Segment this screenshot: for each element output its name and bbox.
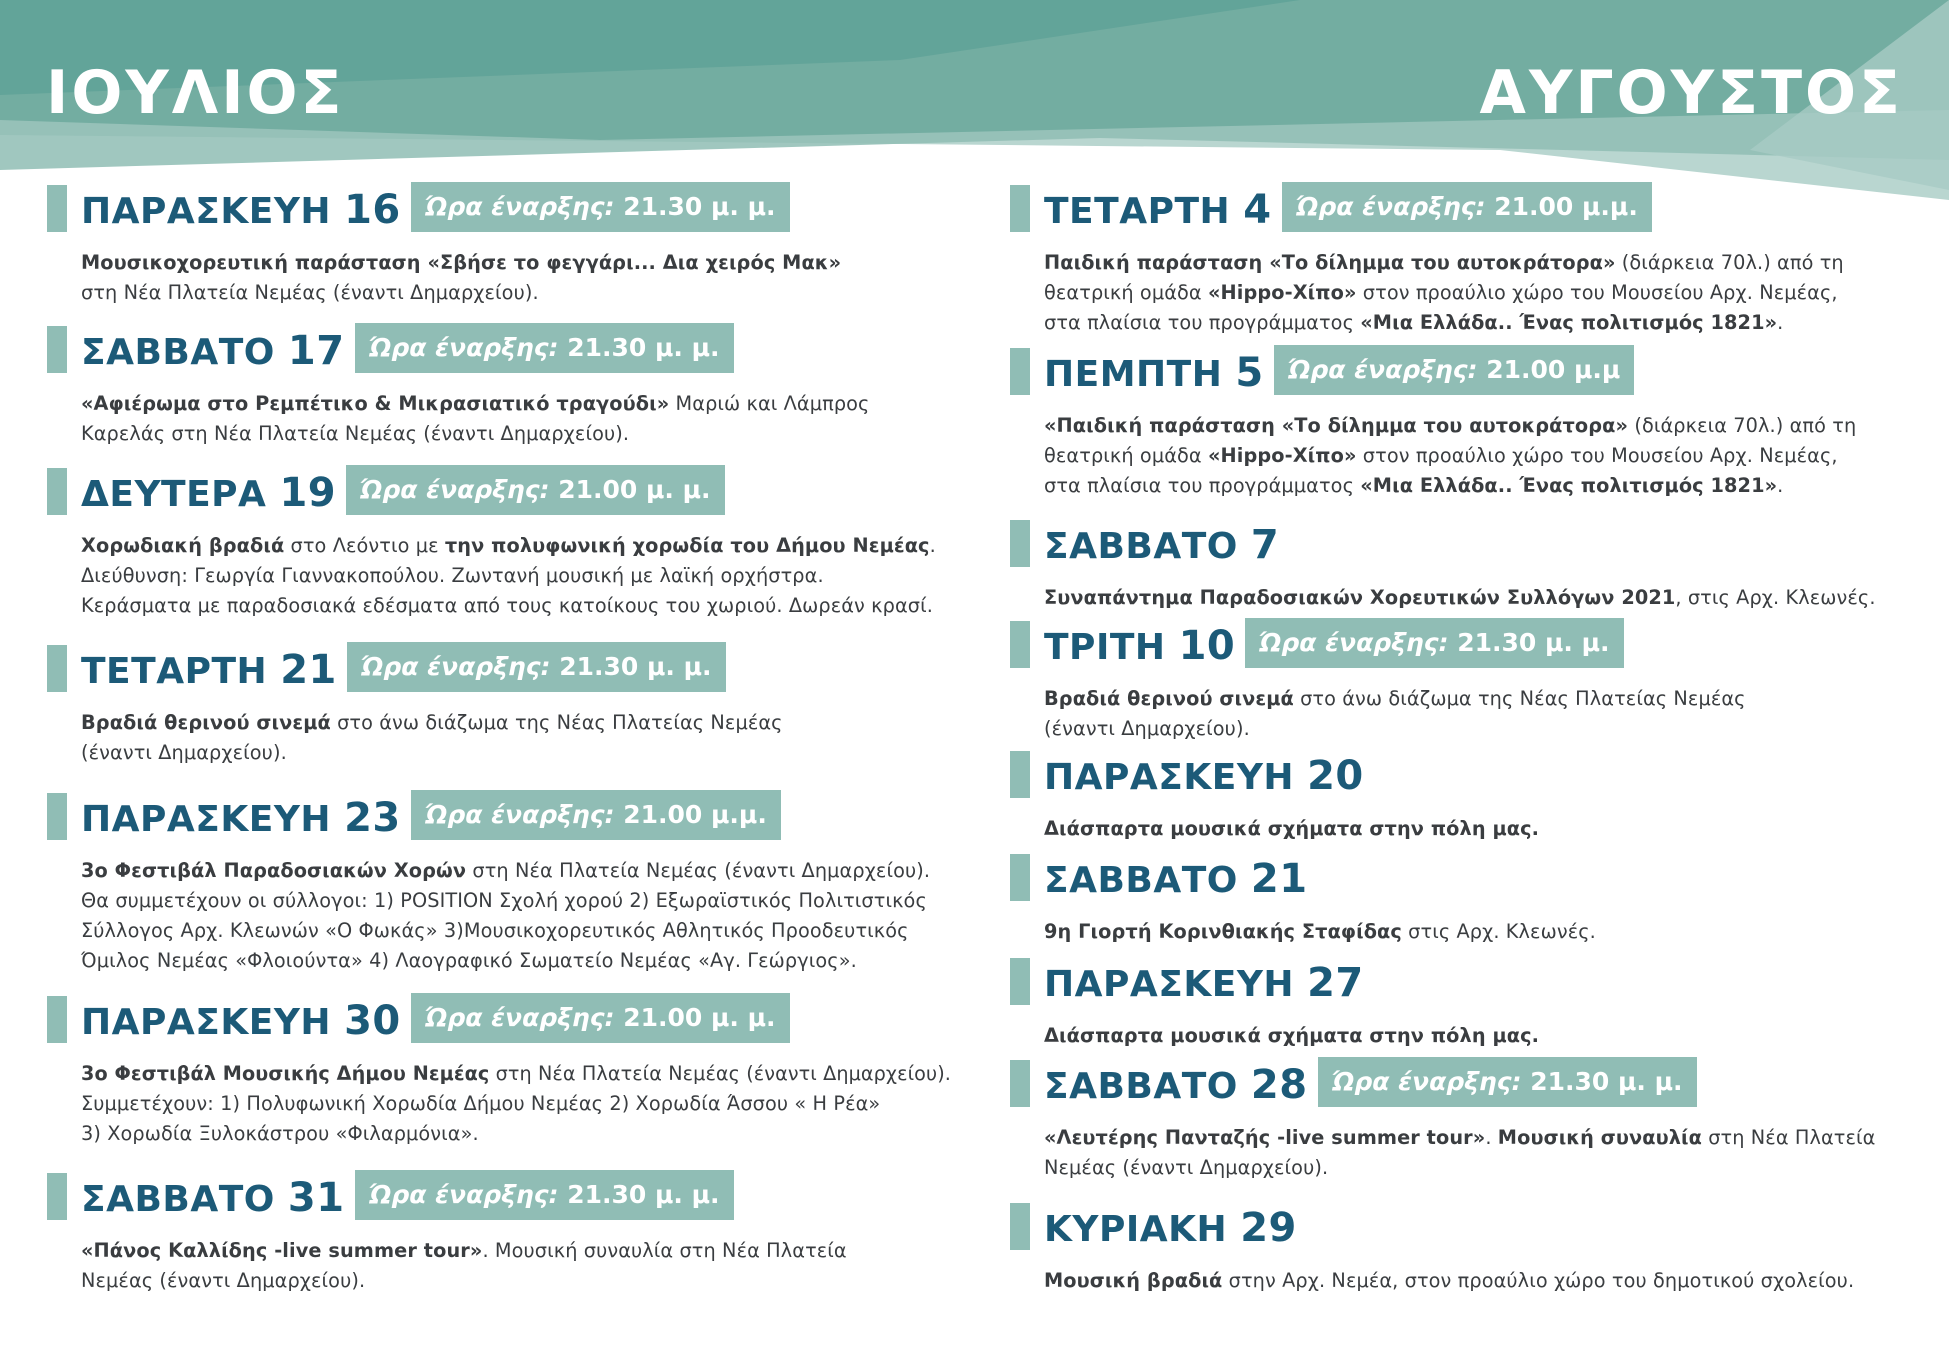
event-header xyxy=(1010,345,1910,397)
event-weekday: ΣΑΒΒΑΤΟ xyxy=(1044,860,1238,901)
start-time-label: Ώρα έναρξης: xyxy=(361,652,551,681)
event-description xyxy=(1044,814,1924,844)
description-bold-text: «Μια Ελλάδα.. Ένας πολιτισμός 1821» xyxy=(1360,474,1778,497)
event-description xyxy=(81,1059,961,1149)
accent-bar xyxy=(47,1173,67,1220)
description-text: στη Νέα Πλατεία xyxy=(1701,1126,1876,1149)
event-weekday: ΣΑΒΒΑΤΟ xyxy=(81,332,275,373)
event-august-2 xyxy=(1010,517,1910,609)
event-day-number: 20 xyxy=(1307,753,1364,799)
event-july-5 xyxy=(47,993,951,1145)
description-line xyxy=(81,916,951,946)
start-time-label: Ώρα έναρξης: xyxy=(1288,355,1478,384)
event-july-3 xyxy=(47,642,947,764)
event-date xyxy=(81,471,336,517)
start-time-label: Ώρα έναρξης: xyxy=(425,1003,615,1032)
description-bold-text: «Μια Ελλάδα.. Ένας πολιτισμός 1821» xyxy=(1360,311,1778,334)
description-bold-text: την πολυφωνική χορωδία του Δήμου Νεμέας xyxy=(444,534,930,557)
start-time-label: Ώρα έναρξης: xyxy=(425,192,615,221)
event-header xyxy=(1010,618,1910,670)
accent-bar xyxy=(1010,621,1030,668)
event-august-0 xyxy=(1010,182,1910,334)
description-line xyxy=(1044,1153,1914,1183)
description-bold-text: «Πάνος Καλλίδης -live summer tour» xyxy=(81,1239,483,1262)
event-day-number: 29 xyxy=(1240,1205,1297,1251)
event-description xyxy=(81,708,961,768)
accent-bar xyxy=(47,326,67,373)
description-bold-text: «Hippo-Χίπο» xyxy=(1207,444,1357,467)
event-weekday: ΠΕΜΠΤΗ xyxy=(1044,354,1223,395)
accent-bar xyxy=(47,996,67,1043)
event-july-2 xyxy=(47,465,947,617)
description-line xyxy=(81,708,951,738)
event-date xyxy=(1044,961,1364,1007)
event-description xyxy=(81,856,961,976)
description-text: θεατρική ομάδα xyxy=(1044,281,1208,304)
event-description xyxy=(1044,583,1924,613)
month-title-august: ΑΥΓΟΥΣΤΟΣ xyxy=(1479,58,1903,128)
description-text: Σύλλογος Αρχ. Κλεωνών «Ο Φωκάς» 3)Μουσικοχορευτικός Αθλητικός Προοδευτικός xyxy=(81,919,909,942)
event-weekday: ΠΑΡΑΣΚΕΥΗ xyxy=(1044,964,1295,1005)
event-header xyxy=(47,182,947,234)
description-line xyxy=(81,1119,951,1149)
event-weekday: ΣΑΒΒΑΤΟ xyxy=(1044,1066,1238,1107)
description-line xyxy=(81,248,951,278)
event-header xyxy=(1010,1200,1910,1252)
start-time-label: Ώρα έναρξης: xyxy=(1259,628,1449,657)
start-time-label: Ώρα έναρξης: xyxy=(369,1180,559,1209)
description-bold-text: Μουσική συναυλία xyxy=(1497,1126,1702,1149)
event-description xyxy=(1044,1123,1924,1183)
description-line xyxy=(1044,684,1914,714)
description-text: θεατρική ομάδα xyxy=(1044,444,1208,467)
description-line xyxy=(81,591,951,621)
accent-bar xyxy=(47,185,67,232)
description-line xyxy=(1044,411,1914,441)
description-text: στο Λεόντιο με xyxy=(284,534,445,557)
start-time-label: Ώρα έναρξης: xyxy=(1332,1067,1522,1096)
description-line xyxy=(1044,248,1914,278)
description-line xyxy=(1044,308,1914,338)
description-bold-text: Χορωδιακή βραδιά xyxy=(81,534,285,557)
description-text: στη Νέα Πλατεία Νεμέας (έναντι Δημαρχείου). xyxy=(466,859,931,882)
event-date xyxy=(1044,754,1364,800)
description-text: στην Αρχ. Νεμέα, στον προαύλιο χώρο του δημοτικού σχολείου. xyxy=(1222,1269,1855,1292)
description-text: (διάρκεια 70λ.) από τη xyxy=(1615,251,1844,274)
start-time-badge xyxy=(1274,345,1634,395)
description-line xyxy=(81,1059,951,1089)
description-bold-text: Βραδιά θερινού σινεμά xyxy=(81,711,331,734)
description-bold-text: «Hippo-Χίπο» xyxy=(1207,281,1357,304)
event-header xyxy=(47,790,947,842)
event-day-number: 23 xyxy=(344,795,401,841)
description-bold-text: Διάσπαρτα μουσικά σχήματα στην πόλη μας. xyxy=(1044,1024,1540,1047)
description-line xyxy=(1044,471,1914,501)
description-line xyxy=(1044,714,1914,744)
event-day-number: 28 xyxy=(1250,1062,1308,1108)
event-header xyxy=(1010,1057,1910,1109)
description-bold-text: 3ο Φεστιβάλ Μουσικής Δήμου Νεμέας xyxy=(81,1062,490,1085)
description-line xyxy=(1044,814,1914,844)
event-header xyxy=(47,642,947,694)
event-header xyxy=(1010,748,1910,800)
description-line xyxy=(81,531,951,561)
start-time-value: 21.00 μ.μ. xyxy=(623,800,767,829)
accent-bar xyxy=(1010,1203,1030,1250)
description-text: (διάρκεια 70λ.) από τη xyxy=(1628,414,1857,437)
event-date xyxy=(1044,857,1308,903)
start-time-badge xyxy=(347,642,726,692)
start-time-badge xyxy=(411,790,781,840)
event-description xyxy=(81,1236,961,1296)
accent-bar xyxy=(1010,520,1030,567)
description-bold-text: 9η Γιορτή Κορινθιακής Σταφίδας xyxy=(1044,920,1402,943)
event-description xyxy=(81,248,961,308)
event-august-7 xyxy=(1010,1057,1910,1179)
description-text: . Μουσική συναυλία στη Νέα Πλατεία xyxy=(482,1239,847,1262)
start-time-badge xyxy=(346,465,725,515)
description-text: Συμμετέχουν: 1) Πολυφωνική Χορωδία Δήμου Νεμέας 2) Χορωδία Άσσου « Η Ρέα» xyxy=(81,1092,881,1115)
event-day-number: 21 xyxy=(280,647,337,693)
event-weekday: ΤΡΙΤΗ xyxy=(1044,627,1166,668)
description-text: . xyxy=(1777,311,1784,334)
event-description xyxy=(1044,917,1924,947)
accent-bar xyxy=(1010,958,1030,1005)
description-line xyxy=(1044,1266,1914,1296)
description-text: στις Αρχ. Κλεωνές. xyxy=(1401,920,1596,943)
start-time-badge xyxy=(411,993,790,1043)
description-bold-text: Παιδική παράσταση «Το δίλημμα του αυτοκράτορα» xyxy=(1044,251,1616,274)
event-header xyxy=(1010,517,1910,569)
event-august-4 xyxy=(1010,748,1910,840)
event-weekday: ΠΑΡΑΣΚΕΥΗ xyxy=(1044,757,1295,798)
start-time-value: 21.30 μ. μ. xyxy=(623,192,776,221)
month-title-july: ΙΟΥΛΙΟΣ xyxy=(46,58,345,128)
start-time-label: Ώρα έναρξης: xyxy=(369,333,559,362)
event-date xyxy=(1044,351,1264,397)
description-text: , στις Αρχ. Κλεωνές. xyxy=(1675,586,1876,609)
description-text: στον προαύλιο χώρο του Μουσείου Αρχ. Νεμέας, xyxy=(1356,444,1838,467)
description-text: Νεμέας (έναντι Δημαρχείου). xyxy=(81,1269,366,1292)
event-description xyxy=(81,531,961,621)
description-line xyxy=(81,856,951,886)
description-bold-text: «Λευτέρης Πανταζής -live summer tour» xyxy=(1044,1126,1486,1149)
event-weekday: ΠΑΡΑΣΚΕΥΗ xyxy=(81,1002,332,1043)
description-line xyxy=(81,946,951,976)
event-date xyxy=(1044,523,1279,569)
event-july-6 xyxy=(47,1170,947,1292)
description-text: Καρελάς στη Νέα Πλατεία Νεμέας (έναντι Δημαρχείου). xyxy=(81,422,630,445)
start-time-badge xyxy=(411,182,790,232)
start-time-value: 21.30 μ. μ. xyxy=(567,333,720,362)
event-weekday: ΤΕΤΑΡΤΗ xyxy=(1044,191,1231,232)
event-weekday: ΤΕΤΑΡΤΗ xyxy=(81,651,268,692)
description-text: στο άνω διάζωμα της Νέας Πλατείας Νεμέας xyxy=(1293,687,1746,710)
event-august-1 xyxy=(1010,345,1910,497)
event-header xyxy=(1010,182,1910,234)
description-line xyxy=(1044,583,1914,613)
description-bold-text: Βραδιά θερινού σινεμά xyxy=(1044,687,1294,710)
start-time-value: 21.00 μ. μ. xyxy=(558,475,711,504)
event-day-number: 5 xyxy=(1235,350,1264,396)
description-text: Νεμέας (έναντι Δημαρχείου). xyxy=(1044,1156,1329,1179)
event-day-number: 19 xyxy=(279,470,337,516)
description-text: . xyxy=(1777,474,1784,497)
event-weekday: ΠΑΡΑΣΚΕΥΗ xyxy=(81,191,332,232)
event-date xyxy=(81,329,345,375)
accent-bar xyxy=(1010,751,1030,798)
event-weekday: ΣΑΒΒΑΤΟ xyxy=(1044,526,1238,567)
start-time-value: 21.30 μ. μ. xyxy=(559,652,712,681)
event-august-5 xyxy=(1010,851,1910,943)
description-bold-text: Μουσικοχορευτική παράσταση «Σβήσε το φεγγάρι... Δια χειρός Μακ» xyxy=(81,251,842,274)
event-day-number: 31 xyxy=(287,1175,345,1221)
description-line xyxy=(81,886,951,916)
event-date xyxy=(81,1176,345,1222)
description-line xyxy=(81,278,951,308)
event-weekday: ΠΑΡΑΣΚΕΥΗ xyxy=(81,799,332,840)
event-description xyxy=(1044,411,1924,501)
description-text: (έναντι Δημαρχείου). xyxy=(81,741,287,764)
description-line xyxy=(81,1266,951,1296)
description-text: Διεύθυνση: Γεωργία Γιαννακοπούλου. Ζωντανή μουσική με λαϊκή ορχήστρα. xyxy=(81,564,824,587)
description-line xyxy=(81,389,951,419)
event-august-6 xyxy=(1010,955,1910,1047)
event-date xyxy=(81,999,401,1045)
event-date xyxy=(1044,1206,1297,1252)
event-description xyxy=(1044,684,1924,744)
description-text: στη Νέα Πλατεία Νεμέας (έναντι Δημαρχείου). xyxy=(81,281,539,304)
event-weekday: ΣΑΒΒΑΤΟ xyxy=(81,1179,275,1220)
description-bold-text: «Αφιέρωμα στο Ρεμπέτικο & Μικρασιατικό τραγούδι» xyxy=(81,392,670,415)
event-date xyxy=(1044,1063,1308,1109)
accent-bar xyxy=(47,645,67,692)
description-text: στα πλαίσια του προγράμματος xyxy=(1044,311,1361,334)
description-text: Θα συμμετέχουν οι σύλλογοι: 1) POSITION Σχολή χορού 2) Εξωραϊστικός Πολιτιστικός xyxy=(81,889,927,912)
description-text: στο άνω διάζωμα της Νέας Πλατείας Νεμέας xyxy=(330,711,783,734)
description-bold-text: Διάσπαρτα μουσικά σχήματα στην πόλη μας. xyxy=(1044,817,1540,840)
event-header xyxy=(1010,955,1910,1007)
start-time-badge xyxy=(1245,618,1624,668)
start-time-label: Ώρα έναρξης: xyxy=(1296,192,1486,221)
event-day-number: 7 xyxy=(1250,522,1280,568)
start-time-value: 21.00 μ.μ xyxy=(1486,355,1621,384)
description-text: Μαριώ και Λάμπρος xyxy=(669,392,870,415)
event-day-number: 4 xyxy=(1243,187,1272,233)
description-bold-text: Μουσική βραδιά xyxy=(1044,1269,1223,1292)
description-text: στη Νέα Πλατεία Νεμέας (έναντι Δημαρχείου). xyxy=(489,1062,951,1085)
start-time-badge xyxy=(1282,182,1652,232)
description-line xyxy=(1044,278,1914,308)
description-text: . xyxy=(929,534,936,557)
event-july-4 xyxy=(47,790,947,972)
description-line xyxy=(81,738,951,768)
start-time-badge xyxy=(355,1170,734,1220)
event-header xyxy=(47,1170,947,1222)
description-line xyxy=(81,1089,951,1119)
description-bold-text: 3ο Φεστιβάλ Παραδοσιακών Χορών xyxy=(81,859,467,882)
event-description xyxy=(81,389,961,449)
description-text: 3) Χορωδία Ξυλοκάστρου «Φιλαρμόνια». xyxy=(81,1122,479,1145)
description-text: (έναντι Δημαρχείου). xyxy=(1044,717,1250,740)
event-day-number: 30 xyxy=(344,998,401,1044)
event-day-number: 17 xyxy=(287,328,345,374)
accent-bar xyxy=(47,468,67,515)
description-bold-text: «Παιδική παράσταση «Το δίλημμα του αυτοκράτορα» xyxy=(1044,414,1629,437)
description-line xyxy=(81,561,951,591)
event-day-number: 27 xyxy=(1307,960,1364,1006)
event-day-number: 16 xyxy=(344,187,401,233)
start-time-value: 21.30 μ. μ. xyxy=(1530,1067,1683,1096)
event-description xyxy=(1044,1021,1924,1051)
event-header xyxy=(47,323,947,375)
start-time-value: 21.30 μ. μ. xyxy=(1457,628,1610,657)
event-header xyxy=(1010,851,1910,903)
event-day-number: 21 xyxy=(1250,856,1308,902)
accent-bar xyxy=(1010,1060,1030,1107)
description-text: . xyxy=(1485,1126,1498,1149)
event-description xyxy=(1044,248,1924,338)
description-line xyxy=(1044,1021,1914,1051)
description-text: στα πλαίσια του προγράμματος xyxy=(1044,474,1361,497)
description-text: στον προαύλιο χώρο του Μουσείου Αρχ. Νεμέας, xyxy=(1356,281,1838,304)
start-time-label: Ώρα έναρξης: xyxy=(360,475,550,504)
description-text: Κεράσματα με παραδοσιακά εδέσματα από τους κατοίκους του χωριού. Δωρεάν κρασί. xyxy=(81,594,933,617)
event-august-3 xyxy=(1010,618,1910,740)
description-line xyxy=(81,419,951,449)
start-time-label: Ώρα έναρξης: xyxy=(425,800,615,829)
accent-bar xyxy=(1010,185,1030,232)
start-time-value: 21.00 μ. μ. xyxy=(623,1003,776,1032)
description-text: Όμιλος Νεμέας «Φλοιούντα» 4) Λαογραφικό Σωματείο Νεμέας «Αγ. Γεώργιος». xyxy=(81,949,857,972)
event-description xyxy=(1044,1266,1924,1296)
start-time-badge xyxy=(1318,1057,1697,1107)
event-date xyxy=(81,796,401,842)
description-bold-text: Συναπάντημα Παραδοσιακών Χορευτικών Συλλόγων 2021 xyxy=(1044,586,1676,609)
event-july-0 xyxy=(47,182,947,304)
event-date xyxy=(1044,624,1235,670)
event-date xyxy=(1044,188,1272,234)
start-time-value: 21.30 μ. μ. xyxy=(567,1180,720,1209)
event-weekday: ΔΕΥΤΕΡΑ xyxy=(81,474,267,515)
event-header xyxy=(47,465,947,517)
event-header xyxy=(47,993,947,1045)
description-line xyxy=(1044,917,1914,947)
event-weekday: ΚΥΡΙΑΚΗ xyxy=(1044,1209,1228,1250)
description-line xyxy=(1044,1123,1914,1153)
start-time-badge xyxy=(355,323,734,373)
accent-bar xyxy=(1010,348,1030,395)
event-date xyxy=(81,648,337,694)
description-line xyxy=(1044,441,1914,471)
event-july-1 xyxy=(47,323,947,445)
description-line xyxy=(81,1236,951,1266)
event-august-8 xyxy=(1010,1200,1910,1292)
start-time-value: 21.00 μ.μ. xyxy=(1494,192,1638,221)
accent-bar xyxy=(47,793,67,840)
accent-bar xyxy=(1010,854,1030,901)
event-day-number: 10 xyxy=(1178,623,1236,669)
event-date xyxy=(81,188,401,234)
